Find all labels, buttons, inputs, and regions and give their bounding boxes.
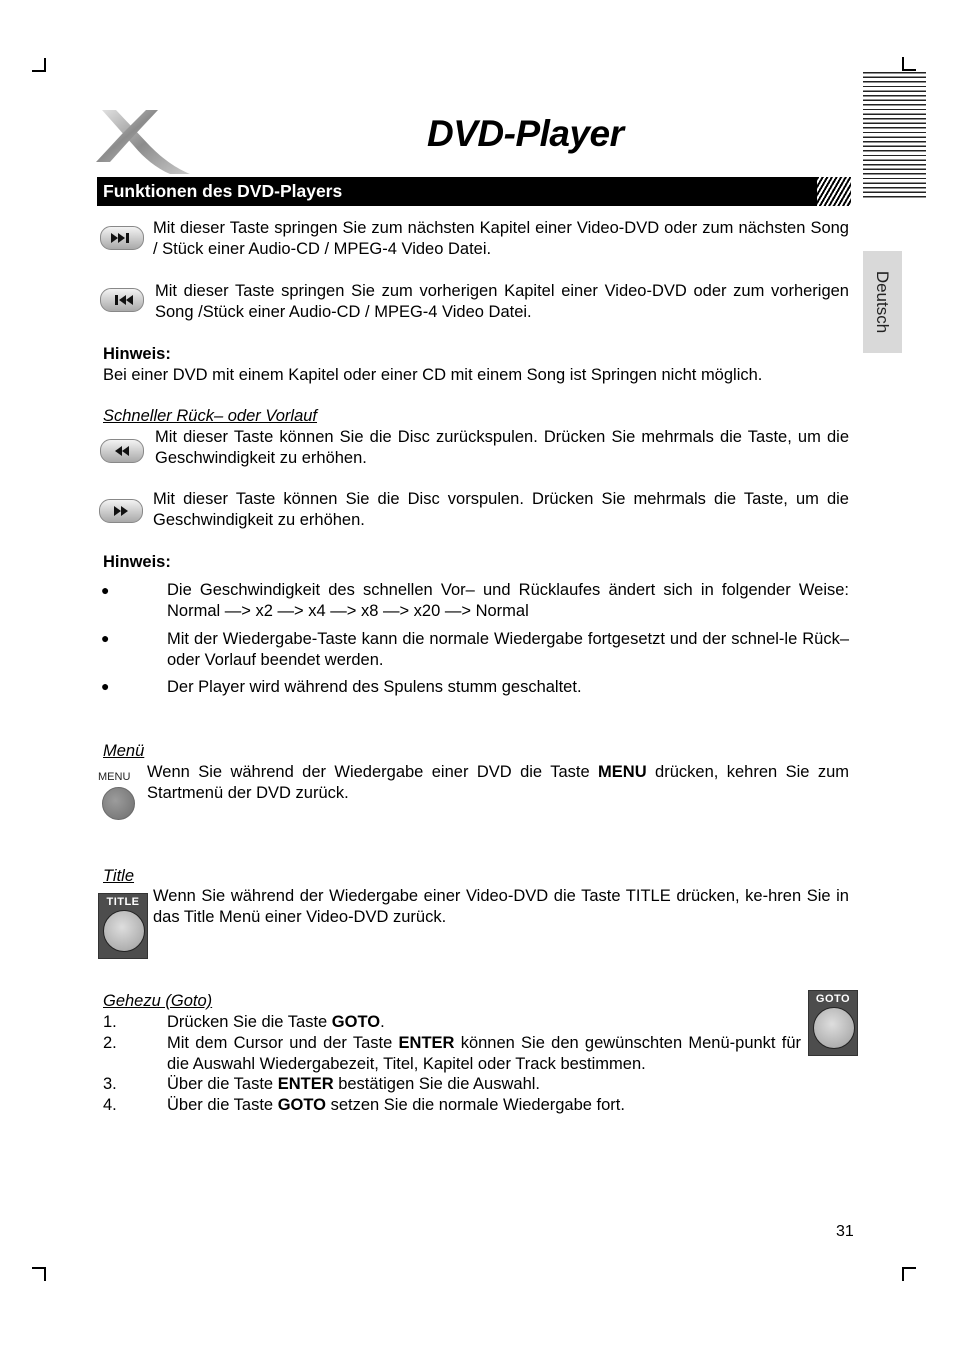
menu-text-bold: MENU xyxy=(598,763,647,781)
goto-button-image xyxy=(808,990,858,1056)
menu-button-label: MENU xyxy=(98,771,131,783)
bullet-icon: ● xyxy=(101,582,110,598)
section-banner xyxy=(97,177,851,206)
step-number: 4. xyxy=(103,1096,117,1114)
step-text xyxy=(167,1033,801,1075)
bullet-item: Mit der Wiedergabe-Taste kann die normale Wiedergabe fortgesetzt und der schnel-le Rück– oder Vorlauf beendet werden. xyxy=(167,630,849,669)
bullet-item: Die Geschwindigkeit des schnellen Vor– und Rücklaufes ändert sich in folgender Weise: Normal —> x2 —> x4 —> x8 —> x20 —> Normal xyxy=(167,581,849,620)
step-text-bold: GOTO xyxy=(331,1013,381,1031)
crop-mark-top-right xyxy=(902,57,916,71)
step-number: 2. xyxy=(103,1034,117,1052)
fast-forward-icon xyxy=(112,506,130,516)
menu-text-part: Wenn Sie während der Wiedergabe einer DVD die Taste xyxy=(147,763,599,781)
rewind-description: Mit dieser Taste können Sie die Disc zurückspulen. Drücken Sie mehrmals die Taste, um die Geschwindigkeit zu erhöhen. xyxy=(155,428,849,467)
step-text-part: setzen Sie die normale Wiedergabe fort. xyxy=(325,1096,625,1114)
title-heading: Title xyxy=(103,867,135,885)
title-button-image xyxy=(98,893,148,959)
step-text xyxy=(167,1074,801,1095)
search-heading: Schneller Rück– oder Vorlauf xyxy=(103,407,318,425)
rewind-button-image xyxy=(100,439,144,463)
prev-button-image xyxy=(100,288,144,312)
step-text-part: Drücken Sie die Taste xyxy=(167,1013,332,1031)
step-text xyxy=(167,1095,801,1116)
step-text-bold: ENTER xyxy=(398,1034,455,1052)
menu-text-part: drücken, kehren Sie zum Startmenü der DVD zurück. xyxy=(147,763,849,802)
title-description: Wenn Sie während der Wiedergabe einer Video-DVD die Taste TITLE drücken, ke-hren Sie in das Title Menü einer Video-DVD zurück. xyxy=(153,887,849,926)
title-button-label: TITLE xyxy=(106,896,140,908)
menu-description xyxy=(147,762,849,804)
step-text-part: bestätigen Sie die Auswahl. xyxy=(333,1075,540,1093)
note-heading-search: Hinweis: xyxy=(103,553,171,571)
goto-heading: Gehezu (Goto) xyxy=(103,992,213,1010)
next-button-image xyxy=(100,226,144,250)
step-text xyxy=(167,1012,801,1033)
goto-button-label: GOTO xyxy=(815,993,851,1005)
crop-mark-bottom-left xyxy=(32,1267,46,1281)
section-banner-label: Funktionen des DVD-Players xyxy=(103,181,343,201)
brand-logo xyxy=(94,106,194,176)
language-tab xyxy=(863,251,902,353)
menu-button-image xyxy=(102,787,135,820)
step-text-part: Über die Taste xyxy=(167,1075,278,1093)
skip-next-icon xyxy=(110,233,134,243)
step-text-part: Über die Taste xyxy=(167,1096,278,1114)
step-number: 3. xyxy=(103,1075,117,1093)
skip-next-description: Mit dieser Taste springen Sie zum nächsten Kapitel einer Video-DVD oder zum nächsten Song / Stück einer Audio-CD / MPEG-4 Video Datei. xyxy=(153,219,849,258)
step-number: 1. xyxy=(103,1013,117,1031)
rewind-icon xyxy=(113,446,131,456)
note-text-skip: Bei einer DVD mit einem Kapitel oder einer CD mit einem Song ist Springen nicht möglich. xyxy=(103,366,763,384)
crop-mark-top-left xyxy=(32,58,46,72)
forward-description: Mit dieser Taste können Sie die Disc vorspulen. Drücken Sie mehrmals die Taste, um die Geschwindigkeit zu erhöhen. xyxy=(153,490,849,529)
bullet-icon: ● xyxy=(101,678,110,694)
menu-heading: Menü xyxy=(103,742,145,760)
step-text-part: Mit dem Cursor und der Taste xyxy=(167,1034,399,1052)
step-text-bold: ENTER xyxy=(277,1075,334,1093)
note-heading-skip: Hinweis: xyxy=(103,345,171,363)
page-title: DVD-Player xyxy=(427,113,624,154)
skip-previous-icon xyxy=(110,295,134,305)
forward-button-image xyxy=(99,499,143,523)
bullet-icon: ● xyxy=(101,630,110,646)
goto-button-disc xyxy=(813,1007,855,1049)
page-number: 31 xyxy=(836,1223,854,1240)
stripe-pattern xyxy=(863,72,926,198)
banner-pattern xyxy=(817,177,851,206)
step-text-bold: GOTO xyxy=(277,1096,326,1114)
crop-mark-bottom-right xyxy=(902,1267,916,1281)
title-button-disc xyxy=(103,910,145,952)
step-text-part: können Sie den gewünschten Menü-punkt für die Auswahl Wiedergabezeit, Titel, Kapitel oder Track bestimmen. xyxy=(167,1034,801,1073)
skip-prev-description: Mit dieser Taste springen Sie zum vorherigen Kapitel einer Video-DVD oder zum vorherigen Song /Stück einer Audio-CD / MPEG-4 Video Datei. xyxy=(155,282,849,321)
step-text-part: . xyxy=(380,1013,385,1031)
language-tab-label: Deutsch xyxy=(873,270,893,334)
bullet-item: Der Player wird während des Spulens stumm geschaltet. xyxy=(167,678,582,696)
